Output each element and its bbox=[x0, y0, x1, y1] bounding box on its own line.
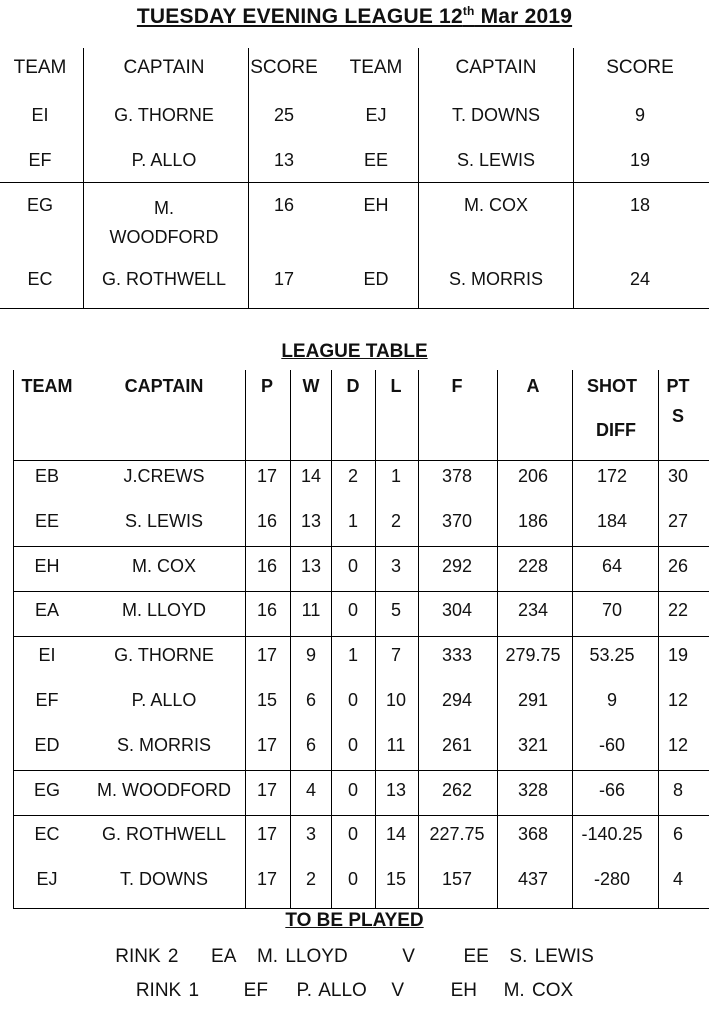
results-header-team: TEAM bbox=[13, 57, 67, 78]
league-cell-captain: S. LEWIS bbox=[124, 510, 204, 531]
league-header-shot-diff: SHOT bbox=[586, 376, 637, 396]
league-cell-w: 13 bbox=[300, 510, 322, 531]
league-cell-shot-diff: 70 bbox=[601, 600, 623, 621]
league-cell-l: 7 bbox=[390, 645, 401, 666]
results-header-score: SCORE bbox=[250, 57, 318, 78]
results-cell-team: EF bbox=[28, 150, 52, 170]
league-cell-shot-diff: -66 bbox=[598, 779, 625, 800]
league-cell-a: 234 bbox=[517, 600, 549, 621]
fixture-captain: M. COX bbox=[503, 980, 574, 1001]
league-header-pts: PT bbox=[666, 376, 690, 396]
league-cell-captain: M. WOODFORD bbox=[97, 779, 231, 800]
results-cell-team: EI bbox=[31, 105, 49, 125]
results-cell-score: 17 bbox=[273, 269, 295, 289]
league-cell-a: 368 bbox=[517, 824, 549, 845]
league-cell-w: 3 bbox=[305, 824, 316, 845]
results-cell-score: 25 bbox=[273, 105, 295, 125]
league-cell-shot-diff: 184 bbox=[596, 510, 628, 531]
to-be-played-title: TO BE PLAYED bbox=[285, 910, 424, 931]
league-cell-f: 304 bbox=[441, 600, 473, 621]
league-cell-pts: 22 bbox=[667, 600, 689, 621]
league-cell-team: EA bbox=[34, 600, 59, 621]
league-cell-team: EC bbox=[34, 824, 60, 845]
league-cell-a: 206 bbox=[517, 466, 549, 486]
league-cell-captain: M. LLOYD bbox=[121, 600, 207, 621]
league-table-title: LEAGUE TABLE bbox=[281, 341, 428, 362]
table-vertical-rule bbox=[245, 370, 246, 908]
results-header-score: SCORE bbox=[606, 57, 674, 78]
league-cell-a: 328 bbox=[517, 779, 549, 800]
league-cell-w: 2 bbox=[305, 869, 316, 890]
league-cell-pts: 27 bbox=[667, 510, 689, 531]
league-cell-l: 11 bbox=[386, 734, 406, 755]
league-cell-team: EE bbox=[34, 510, 59, 531]
results-cell-team: EE bbox=[363, 150, 388, 170]
results-cell-score: 19 bbox=[629, 150, 651, 170]
league-cell-d: 0 bbox=[347, 779, 358, 800]
league-cell-shot-diff: 53.25 bbox=[589, 645, 635, 666]
league-header-w: W bbox=[302, 376, 320, 396]
table-horizontal-rule bbox=[13, 815, 709, 816]
fixture-versus: V bbox=[391, 980, 405, 1001]
fixture-captain: P. ALLO bbox=[296, 980, 367, 1001]
table-horizontal-rule bbox=[13, 770, 709, 771]
title-text: TUESDAY EVENING LEAGUE 12 bbox=[136, 5, 463, 28]
league-cell-l: 14 bbox=[385, 824, 407, 845]
league-header-a: A bbox=[526, 376, 540, 396]
league-cell-f: 261 bbox=[441, 734, 473, 755]
league-header-shot-diff: DIFF bbox=[596, 420, 636, 440]
league-cell-pts: 4 bbox=[672, 869, 683, 890]
league-header-d: D bbox=[346, 376, 360, 396]
league-cell-f: 378 bbox=[441, 466, 473, 486]
title-date: Mar 2019 bbox=[474, 5, 573, 28]
results-cell-team: EJ bbox=[365, 105, 387, 125]
league-cell-l: 3 bbox=[390, 555, 401, 576]
fixture-versus: V bbox=[402, 946, 415, 967]
league-cell-w: 6 bbox=[305, 734, 316, 755]
league-cell-captain: P. ALLO bbox=[131, 690, 197, 710]
league-cell-d: 0 bbox=[347, 869, 358, 890]
league-cell-p: 16 bbox=[256, 555, 278, 576]
league-cell-a: 186 bbox=[517, 510, 549, 531]
league-cell-team: EB bbox=[34, 466, 59, 486]
fixture-rink: RINK 1 bbox=[135, 980, 200, 1001]
league-cell-p: 16 bbox=[256, 510, 278, 531]
league-header-l: L bbox=[390, 376, 402, 396]
league-header-captain: CAPTAIN bbox=[124, 376, 204, 396]
league-cell-w: 13 bbox=[300, 555, 322, 576]
league-cell-pts: 12 bbox=[667, 734, 689, 755]
fixture-captain: S. LEWIS bbox=[509, 946, 594, 967]
results-header-captain: CAPTAIN bbox=[123, 57, 205, 78]
league-cell-w: 9 bbox=[305, 645, 316, 666]
fixture-team: EF bbox=[243, 980, 268, 1001]
league-cell-p: 17 bbox=[256, 779, 278, 800]
league-cell-pts: 26 bbox=[667, 555, 689, 576]
league-cell-d: 1 bbox=[347, 645, 358, 666]
league-cell-p: 15 bbox=[256, 690, 278, 710]
league-cell-p: 17 bbox=[256, 645, 278, 666]
league-cell-team: EG bbox=[33, 779, 60, 800]
league-cell-pts: 12 bbox=[667, 690, 689, 710]
fixture-row bbox=[0, 980, 709, 1002]
league-cell-a: 228 bbox=[517, 555, 549, 576]
league-cell-pts: 8 bbox=[672, 779, 683, 800]
league-cell-captain: G. ROTHWELL bbox=[101, 824, 226, 845]
results-cell-captain: S. LEWIS bbox=[456, 150, 536, 170]
table-horizontal-rule bbox=[13, 460, 709, 461]
league-cell-captain: J.CREWS bbox=[123, 466, 205, 486]
league-cell-a: 291 bbox=[517, 690, 549, 710]
league-cell-team: EI bbox=[38, 645, 56, 666]
results-header-team: TEAM bbox=[349, 57, 403, 78]
league-cell-a: 437 bbox=[517, 869, 549, 890]
table-vertical-rule bbox=[331, 370, 332, 908]
table-horizontal-rule bbox=[13, 636, 709, 637]
league-cell-captain: G. THORNE bbox=[114, 645, 214, 666]
league-cell-f: 333 bbox=[441, 645, 473, 666]
league-cell-pts: 30 bbox=[667, 466, 689, 486]
league-cell-a: 279.75 bbox=[505, 645, 561, 666]
league-cell-team: ED bbox=[34, 734, 60, 755]
results-cell-score: 16 bbox=[273, 195, 295, 215]
league-cell-w: 14 bbox=[300, 466, 322, 486]
league-cell-l: 5 bbox=[390, 600, 401, 621]
league-cell-d: 0 bbox=[347, 555, 358, 576]
league-cell-captain: T. DOWNS bbox=[120, 869, 208, 890]
league-cell-d: 0 bbox=[347, 600, 358, 621]
league-cell-l: 2 bbox=[390, 510, 401, 531]
results-cell-captain: M. COX bbox=[463, 195, 528, 215]
league-cell-w: 4 bbox=[305, 779, 316, 800]
fixture-captain: M. LLOYD bbox=[256, 946, 348, 967]
league-cell-d: 0 bbox=[347, 824, 358, 845]
league-cell-w: 11 bbox=[301, 600, 321, 621]
league-cell-p: 17 bbox=[256, 734, 278, 755]
league-cell-d: 0 bbox=[347, 690, 358, 710]
fixture-team: EE bbox=[463, 946, 489, 967]
league-cell-team: EJ bbox=[36, 869, 58, 890]
league-cell-d: 0 bbox=[347, 734, 358, 755]
results-cell-team: ED bbox=[363, 269, 389, 289]
league-cell-a: 321 bbox=[517, 734, 549, 755]
results-cell-captain: T. DOWNS bbox=[452, 105, 540, 125]
league-cell-shot-diff: 9 bbox=[606, 690, 617, 710]
results-cell-captain: P. ALLO bbox=[131, 150, 197, 170]
table-horizontal-rule bbox=[13, 591, 709, 592]
fixture-rink: RINK 2 bbox=[115, 946, 179, 967]
league-cell-f: 294 bbox=[441, 690, 473, 710]
league-cell-shot-diff: -60 bbox=[598, 734, 625, 755]
results-cell-captain: M. WOODFORD bbox=[109, 198, 219, 247]
league-cell-p: 16 bbox=[256, 600, 278, 621]
league-cell-p: 17 bbox=[256, 466, 278, 486]
league-cell-l: 10 bbox=[385, 690, 407, 710]
league-header-team: TEAM bbox=[21, 376, 73, 396]
league-cell-f: 292 bbox=[441, 555, 473, 576]
league-header-pts: S bbox=[671, 406, 684, 426]
results-cell-captain: G. ROTHWELL bbox=[101, 269, 226, 289]
table-horizontal-rule bbox=[13, 546, 709, 547]
results-cell-captain: G. THORNE bbox=[114, 105, 214, 125]
league-cell-shot-diff: 172 bbox=[596, 466, 628, 486]
fixture-row bbox=[0, 946, 709, 968]
league-cell-f: 227.75 bbox=[429, 824, 485, 845]
title-sup: th bbox=[462, 4, 475, 18]
results-cell-score: 13 bbox=[273, 150, 295, 170]
league-cell-l: 13 bbox=[385, 779, 407, 800]
league-cell-f: 370 bbox=[441, 510, 473, 531]
league-cell-shot-diff: -280 bbox=[593, 869, 631, 890]
results-cell-score: 24 bbox=[629, 269, 651, 289]
league-cell-team: EF bbox=[35, 690, 59, 710]
league-cell-pts: 19 bbox=[667, 645, 689, 666]
league-cell-w: 6 bbox=[305, 690, 316, 710]
results-cell-team: EH bbox=[363, 195, 389, 215]
league-cell-f: 157 bbox=[441, 869, 473, 890]
results-header-captain: CAPTAIN bbox=[455, 57, 537, 78]
league-cell-captain: M. COX bbox=[131, 555, 196, 576]
results-cell-score: 18 bbox=[629, 195, 651, 215]
league-cell-d: 1 bbox=[347, 510, 358, 531]
league-cell-p: 17 bbox=[256, 824, 278, 845]
league-header-f: F bbox=[451, 376, 463, 396]
league-cell-team: EH bbox=[34, 555, 60, 576]
league-cell-l: 1 bbox=[390, 466, 401, 486]
results-cell-team: EC bbox=[27, 269, 53, 289]
results-cell-team: EG bbox=[26, 195, 53, 215]
league-cell-captain: S. MORRIS bbox=[116, 734, 211, 755]
table-horizontal-rule bbox=[13, 908, 709, 909]
league-cell-f: 262 bbox=[441, 779, 473, 800]
fixture-team: EA bbox=[211, 946, 237, 967]
league-header-p: P bbox=[260, 376, 273, 396]
results-cell-score: 9 bbox=[634, 105, 645, 125]
league-cell-p: 17 bbox=[256, 869, 278, 890]
league-cell-pts: 6 bbox=[672, 824, 683, 845]
results-cell-captain: S. MORRIS bbox=[448, 269, 543, 289]
league-cell-d: 2 bbox=[347, 466, 358, 486]
league-cell-shot-diff: 64 bbox=[601, 555, 623, 576]
league-cell-shot-diff: -140.25 bbox=[581, 824, 643, 845]
league-cell-l: 15 bbox=[385, 869, 407, 890]
fixture-team: EH bbox=[450, 980, 478, 1001]
